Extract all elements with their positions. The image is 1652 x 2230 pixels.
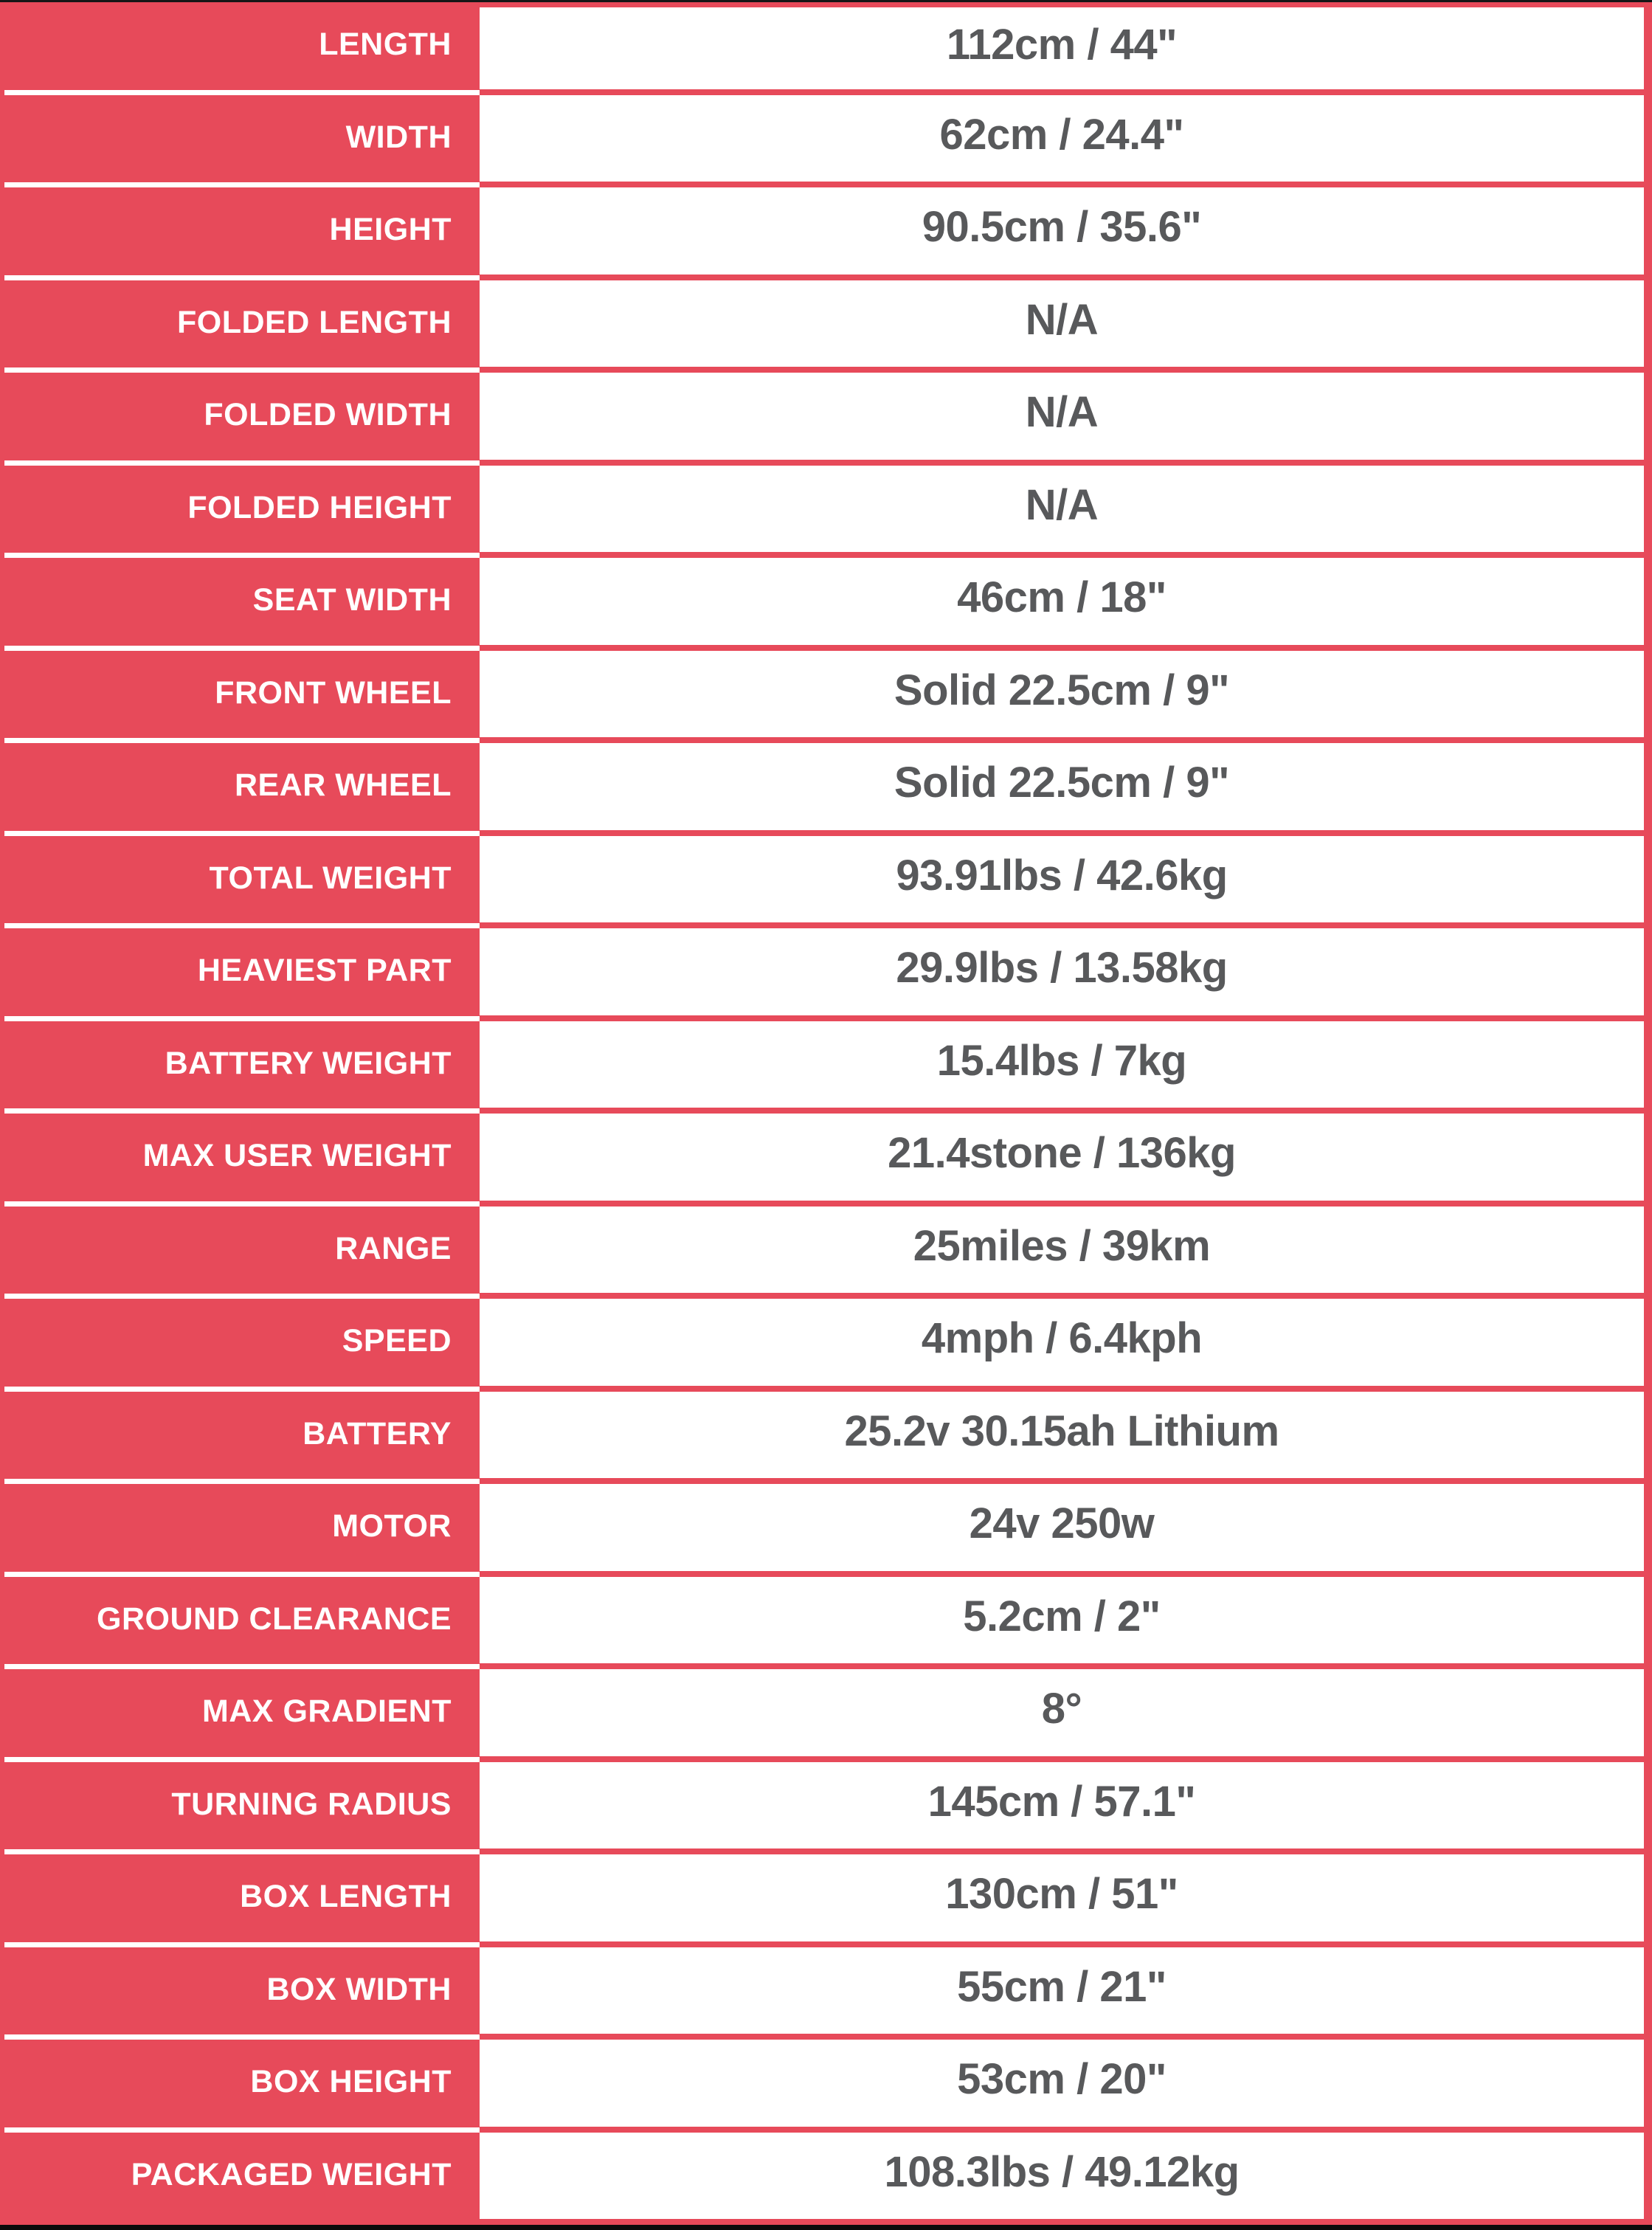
spec-value-cell — [480, 1947, 1652, 2040]
spec-label: FOLDED HEIGHT — [187, 489, 452, 525]
spec-label: LENGTH — [319, 27, 452, 63]
spec-value-cell — [480, 743, 1652, 836]
spec-label-cell — [0, 2040, 480, 2133]
spec-label: TURNING RADIUS — [171, 1786, 452, 1822]
spec-row — [0, 1484, 1652, 1577]
spec-value: 46cm / 18" — [957, 573, 1167, 622]
spec-label-cell — [0, 2133, 480, 2226]
spec-label-cell — [0, 1947, 480, 2040]
spec-label: PACKAGED WEIGHT — [131, 2156, 452, 2192]
spec-row — [0, 1854, 1652, 1947]
spec-row — [0, 280, 1652, 373]
spec-label: SEAT WIDTH — [252, 582, 452, 618]
spec-label-cell — [0, 1577, 480, 1670]
spec-value: Solid 22.5cm / 9" — [894, 666, 1230, 714]
spec-value: 112cm / 44" — [946, 20, 1178, 69]
bottom-edge-bar — [0, 2225, 1652, 2230]
spec-row — [0, 187, 1652, 280]
spec-value: 93.91lbs / 42.6kg — [896, 851, 1228, 900]
spec-row — [0, 2133, 1652, 2226]
spec-label: REAR WHEEL — [234, 767, 452, 804]
spec-label-cell — [0, 1021, 480, 1114]
spec-value-cell — [480, 1484, 1652, 1577]
spec-row — [0, 558, 1652, 651]
spec-label: BOX HEIGHT — [250, 2064, 452, 2100]
spec-value: Solid 22.5cm / 9" — [894, 759, 1230, 807]
spec-value-cell — [480, 558, 1652, 651]
spec-row — [0, 373, 1652, 466]
spec-value-cell — [480, 1854, 1652, 1947]
spec-value-cell — [480, 1299, 1652, 1392]
spec-value: 62cm / 24.4" — [939, 110, 1184, 159]
spec-row — [0, 1392, 1652, 1485]
spec-value: 4mph / 6.4kph — [921, 1314, 1203, 1363]
spec-label: RANGE — [335, 1230, 452, 1266]
spec-value-cell — [480, 95, 1652, 188]
spec-value: 53cm / 20" — [957, 2055, 1167, 2104]
spec-value: N/A — [1025, 295, 1099, 344]
spec-value: 8° — [1041, 1685, 1082, 1733]
spec-label-cell — [0, 1207, 480, 1299]
spec-label: GROUND CLEARANCE — [97, 1601, 452, 1637]
spec-row — [0, 743, 1652, 836]
spec-value: 90.5cm / 35.6" — [922, 203, 1202, 252]
spec-label-cell — [0, 1114, 480, 1207]
spec-value-cell — [480, 280, 1652, 373]
spec-label: MAX USER WEIGHT — [142, 1138, 452, 1174]
spec-value: N/A — [1025, 480, 1099, 529]
spec-row — [0, 466, 1652, 559]
spec-label-cell — [0, 1392, 480, 1485]
spec-value: 108.3lbs / 49.12kg — [884, 2147, 1240, 2196]
spec-row — [0, 836, 1652, 929]
spec-value-cell — [480, 2040, 1652, 2133]
spec-label: WIDTH — [345, 119, 452, 155]
spec-row — [0, 1299, 1652, 1392]
spec-row — [0, 1114, 1652, 1207]
spec-row — [0, 1947, 1652, 2040]
spec-label: HEAVIEST PART — [197, 953, 452, 989]
spec-label-cell — [0, 836, 480, 929]
spec-value: 5.2cm / 2" — [963, 1592, 1161, 1640]
spec-row — [0, 1669, 1652, 1762]
spec-label-cell — [0, 373, 480, 466]
spec-value-cell — [480, 1392, 1652, 1485]
spec-label: TOTAL WEIGHT — [209, 860, 452, 896]
spec-label-cell — [0, 95, 480, 188]
spec-value: 145cm / 57.1" — [927, 1777, 1196, 1826]
spec-row — [0, 2040, 1652, 2133]
spec-value: 15.4lbs / 7kg — [936, 1036, 1187, 1085]
spec-label: FOLDED WIDTH — [204, 397, 452, 433]
spec-label-cell — [0, 1669, 480, 1762]
spec-value: 24v 250w — [969, 1499, 1155, 1548]
spec-label-cell — [0, 558, 480, 651]
spec-label-cell — [0, 1854, 480, 1947]
spec-label-cell — [0, 1299, 480, 1392]
spec-label-cell — [0, 187, 480, 280]
spec-label: FRONT WHEEL — [215, 674, 452, 711]
spec-value: 130cm / 51" — [945, 1870, 1178, 1919]
spec-value-cell — [480, 2, 1652, 95]
spec-label: BATTERY WEIGHT — [165, 1045, 452, 1081]
spec-label: MOTOR — [332, 1508, 452, 1544]
spec-row — [0, 1021, 1652, 1114]
spec-value-cell — [480, 928, 1652, 1021]
spec-label: BATTERY — [303, 1415, 452, 1451]
spec-row — [0, 95, 1652, 188]
spec-row — [0, 2, 1652, 95]
spec-label-cell — [0, 1484, 480, 1577]
spec-value: 21.4stone / 136kg — [888, 1129, 1236, 1178]
spec-value-cell — [480, 2133, 1652, 2226]
spec-value-cell — [480, 373, 1652, 466]
spec-label: MAX GRADIENT — [201, 1694, 452, 1730]
spec-value-cell — [480, 1762, 1652, 1855]
spec-label-cell — [0, 743, 480, 836]
spec-value: 55cm / 21" — [957, 1962, 1167, 2011]
spec-row — [0, 928, 1652, 1021]
spec-label-cell — [0, 928, 480, 1021]
spec-label-cell — [0, 466, 480, 559]
spec-label: HEIGHT — [329, 212, 452, 248]
spec-label: BOX WIDTH — [266, 1971, 452, 2007]
spec-value: 25miles / 39km — [913, 1221, 1211, 1270]
spec-value-cell — [480, 1021, 1652, 1114]
spec-row — [0, 1207, 1652, 1299]
spec-label-cell — [0, 280, 480, 373]
spec-value-cell — [480, 1669, 1652, 1762]
spec-value-cell — [480, 836, 1652, 929]
spec-row — [0, 1762, 1652, 1855]
spec-label-cell — [0, 2, 480, 95]
spec-label-cell — [0, 651, 480, 744]
spec-value-cell — [480, 187, 1652, 280]
spec-value: 25.2v 30.15ah Lithium — [844, 1406, 1279, 1455]
spec-label-cell — [0, 1762, 480, 1855]
spec-value-cell — [480, 1207, 1652, 1299]
spec-rows — [0, 2, 1652, 2225]
spec-value: N/A — [1025, 388, 1099, 437]
spec-row — [0, 651, 1652, 744]
spec-value-cell — [480, 651, 1652, 744]
spec-label: SPEED — [342, 1323, 452, 1359]
spec-value-cell — [480, 1114, 1652, 1207]
spec-value-cell — [480, 1577, 1652, 1670]
spec-label: FOLDED LENGTH — [177, 304, 452, 340]
spec-value: 29.9lbs / 13.58kg — [896, 944, 1228, 993]
spec-label: BOX LENGTH — [240, 1879, 452, 1915]
spec-value-cell — [480, 466, 1652, 559]
spec-row — [0, 1577, 1652, 1670]
